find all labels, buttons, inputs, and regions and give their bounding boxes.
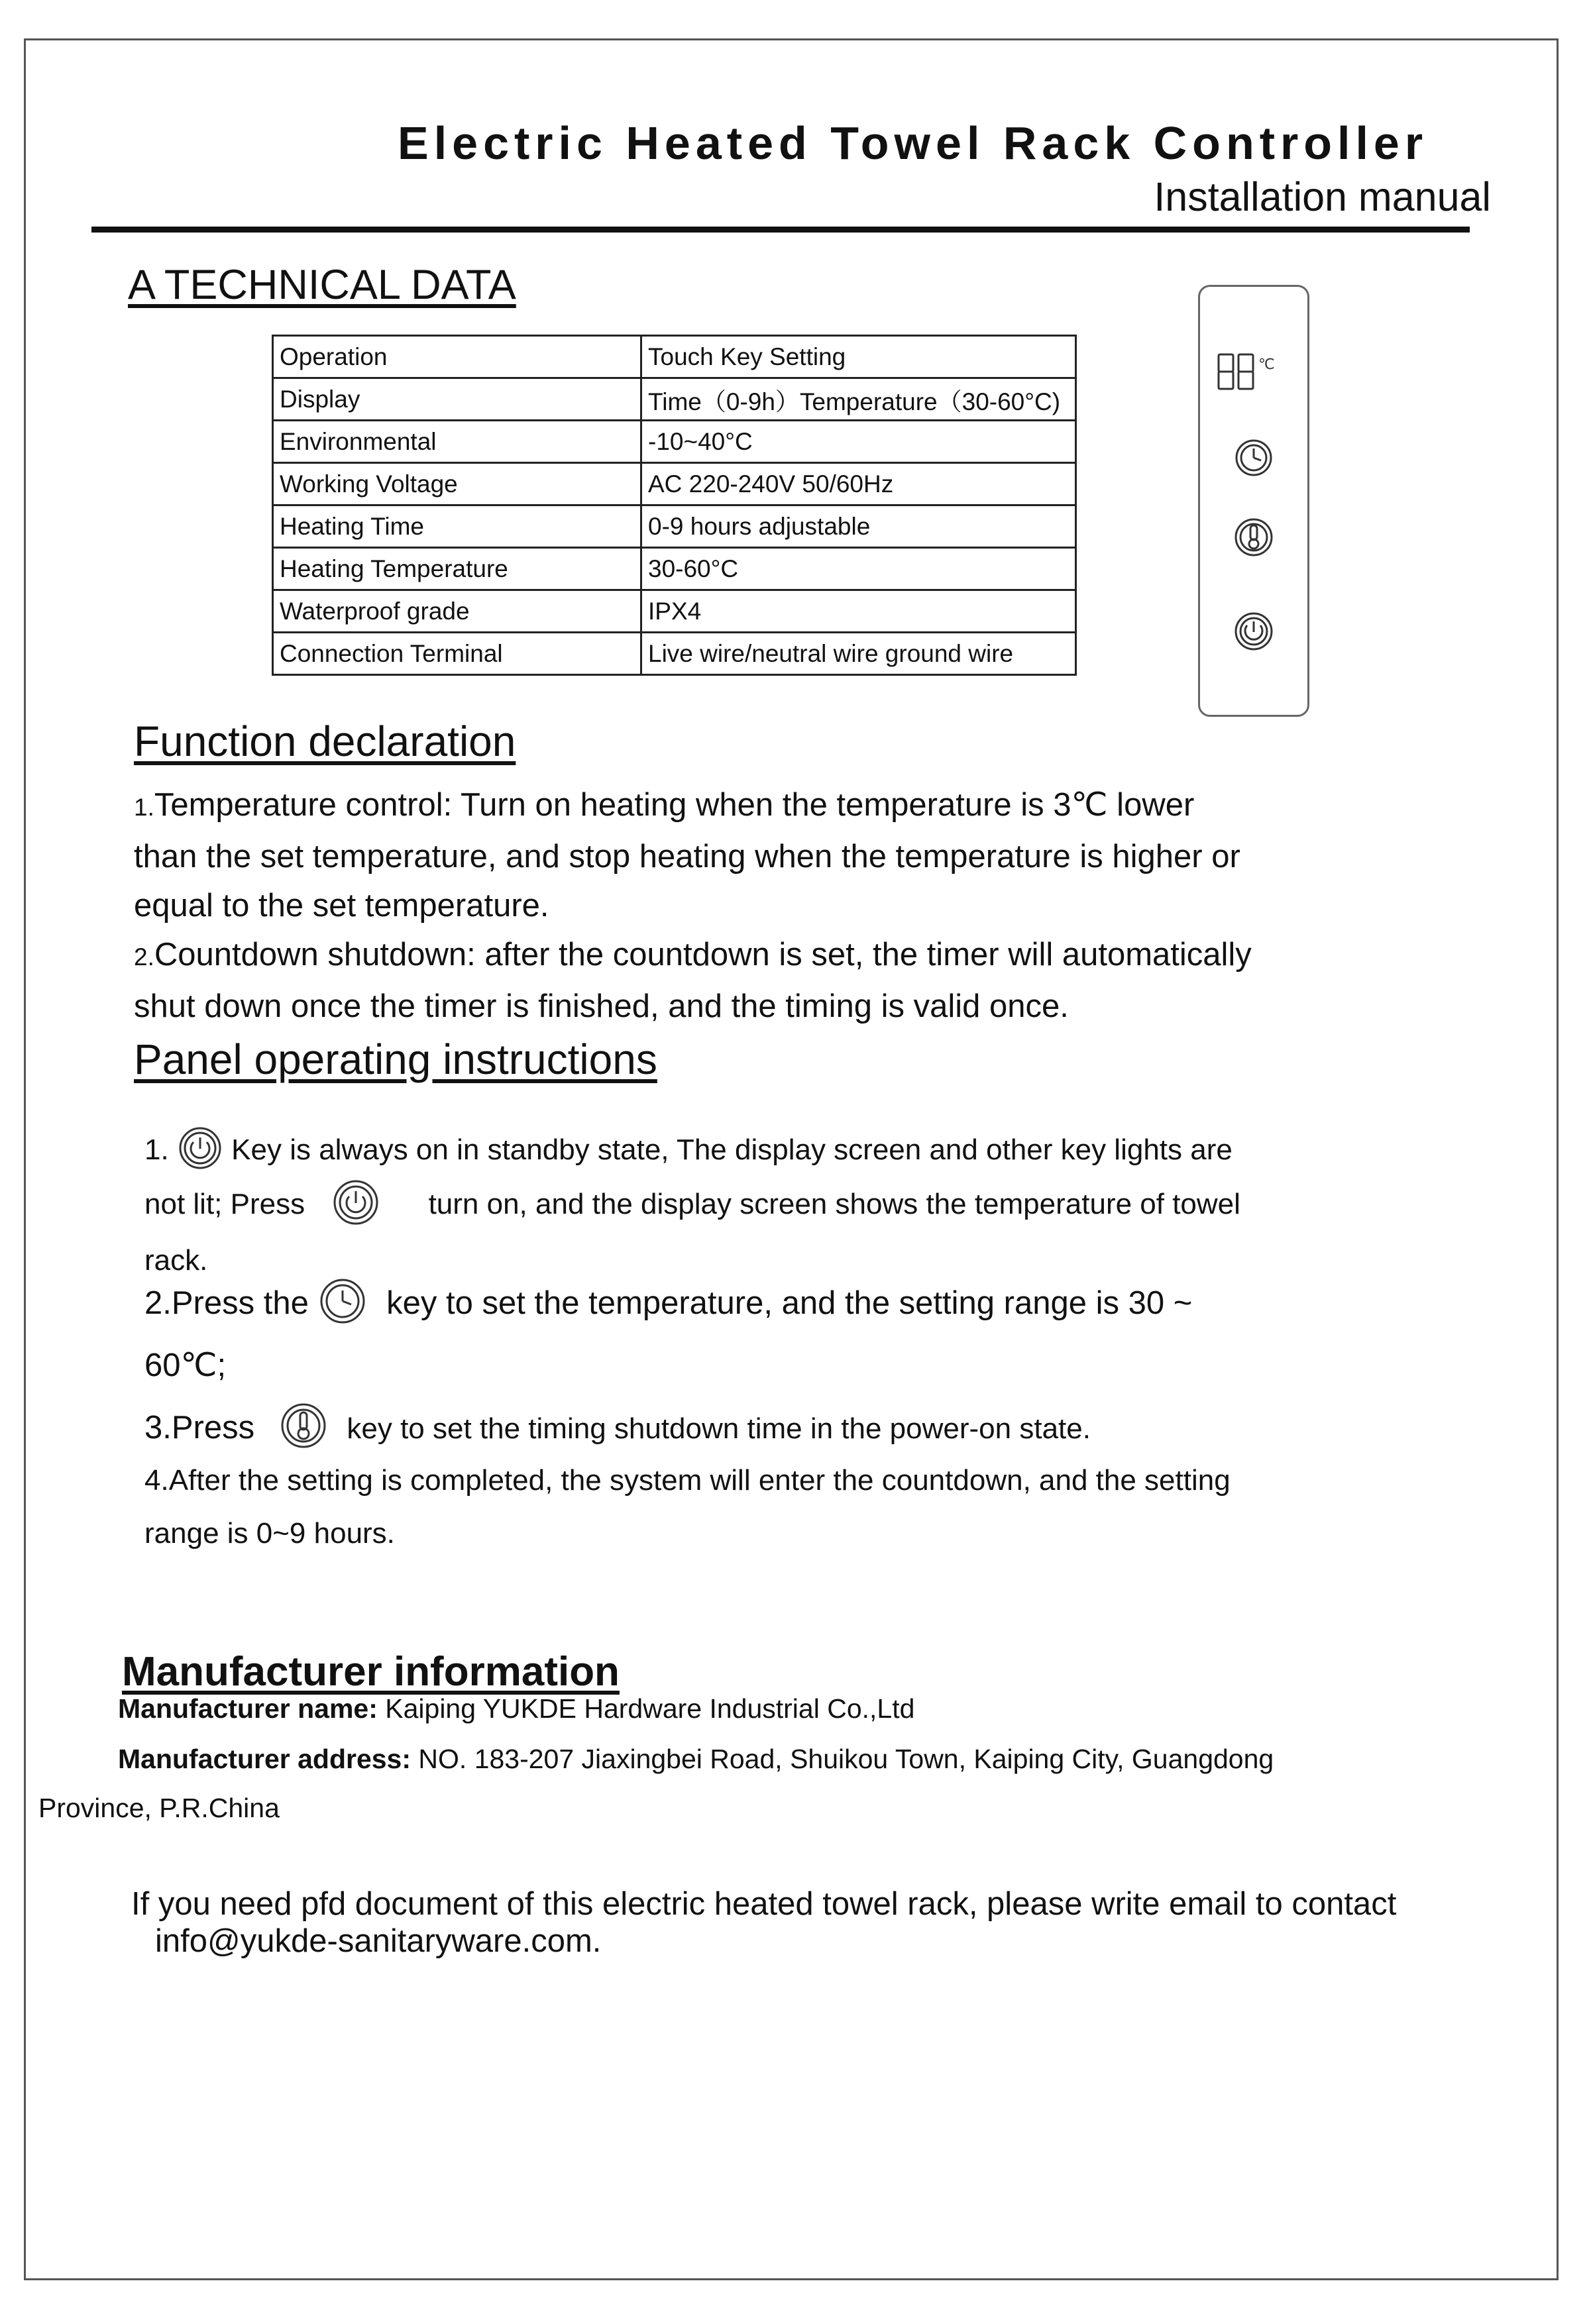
instruction-4-line-1: 4.After the setting is completed, the system will enter the countdown, and the setting xyxy=(144,1464,1231,1497)
technical-data-key: Connection Terminal xyxy=(273,633,641,675)
technical-data-key: Waterproof grade xyxy=(273,590,641,633)
manufacturer-name-label: Manufacturer name: xyxy=(118,1693,378,1724)
function-declaration-heading: Function declaration xyxy=(134,717,516,765)
technical-data-value: Touch Key Setting xyxy=(641,336,1076,378)
manufacturer-name-value: Kaiping YUKDE Hardware Industrial Co.,Ltd xyxy=(377,1693,915,1724)
function-item-1 xyxy=(134,780,1252,1031)
technical-data-value: -10~40°C xyxy=(641,421,1076,463)
document-title: Electric Heated Towel Rack Controller xyxy=(398,117,1429,169)
celsius-unit: ℃ xyxy=(1258,356,1275,373)
function-item-2-number: 2. xyxy=(134,943,154,971)
technical-data-row xyxy=(273,336,1076,378)
technical-data-row xyxy=(273,421,1076,463)
function-item-1-line-3: equal to the set temperature. xyxy=(134,888,549,924)
technical-data-heading: A TECHNICAL DATA xyxy=(128,262,516,308)
technical-data-value: 0-9 hours adjustable xyxy=(641,505,1076,548)
technical-data-key: Working Voltage xyxy=(273,463,641,505)
seven-segment-display xyxy=(1219,354,1253,389)
technical-data-row xyxy=(273,505,1076,548)
technical-data-value: Time（0-9h）Temperature（30-60°C) xyxy=(641,378,1076,421)
power-icon xyxy=(177,1125,223,1179)
clock-icon xyxy=(1236,441,1271,475)
thermometer-icon xyxy=(278,1400,329,1459)
technical-data-row xyxy=(273,548,1076,590)
instruction-2-text-a: 2.Press the xyxy=(144,1285,309,1321)
instruction-1-text-c: turn on, and the display screen shows the temperature of towel xyxy=(428,1188,1240,1221)
instruction-1-text-b: not lit; Press xyxy=(144,1188,305,1221)
technical-data-value: IPX4 xyxy=(641,590,1076,633)
instruction-2-line-2: 60℃; xyxy=(144,1347,227,1383)
technical-data-value: AC 220-240V 50/60Hz xyxy=(641,463,1076,505)
instruction-4-line-2: range is 0~9 hours. xyxy=(144,1517,395,1550)
manufacturer-address-continued: Province, P.R.China xyxy=(38,1793,280,1823)
technical-data-row xyxy=(273,633,1076,675)
technical-data-key: Heating Temperature xyxy=(273,548,641,590)
power-icon xyxy=(1236,613,1272,649)
function-item-1-line-1: Temperature control: Turn on heating when the temperature is 3℃ lower xyxy=(154,787,1195,823)
manufacturer-address xyxy=(118,1744,1274,1775)
function-item-2-line-1: Countdown shutdown: after the countdown is set, the timer will automatically xyxy=(154,937,1252,973)
instruction-2-line-1 xyxy=(144,1276,1192,1334)
thermometer-icon xyxy=(1236,519,1272,555)
document-subtitle: Installation manual xyxy=(1154,174,1491,219)
technical-data-key: Display xyxy=(273,378,641,421)
technical-data-key: Environmental xyxy=(273,421,641,463)
contact-line-1: If you need pfd document of this electric heated towel rack, please write email to contact xyxy=(131,1886,1397,1922)
technical-data-key: Operation xyxy=(273,336,641,378)
function-item-2-line-2: shut down once the timer is finished, and the timing is valid once. xyxy=(134,988,1069,1024)
contact-email: info@yukde-sanitaryware.com. xyxy=(155,1923,602,1959)
instruction-1-line-3: rack. xyxy=(144,1244,208,1277)
technical-data-value: Live wire/neutral wire ground wire xyxy=(641,633,1076,675)
technical-data-table xyxy=(272,335,1077,676)
power-icon xyxy=(331,1178,380,1234)
technical-data-key: Heating Time xyxy=(273,505,641,548)
header-rule xyxy=(91,227,1470,233)
function-item-1-line-2: than the set temperature, and stop heating when the temperature is higher or xyxy=(134,839,1240,874)
manufacturer-address-label: Manufacturer address: xyxy=(118,1744,411,1774)
manufacturer-name xyxy=(118,1693,914,1724)
panel-instructions-heading: Panel operating instructions xyxy=(134,1035,657,1083)
technical-data-value: 30-60°C xyxy=(641,548,1076,590)
control-panel-illustration xyxy=(1198,285,1309,717)
panel-drawing xyxy=(1200,287,1307,715)
instruction-3 xyxy=(144,1400,1091,1459)
instruction-1-line-2 xyxy=(144,1178,1240,1234)
instruction-1-number: 1. xyxy=(144,1134,169,1167)
instruction-1-text-a: Key is always on in standby state, The display screen and other key lights are xyxy=(231,1134,1233,1167)
manufacturer-address-value: NO. 183-207 Jiaxingbei Road, Shuikou Town, Kaiping City, Guangdong xyxy=(411,1744,1274,1774)
technical-data-row xyxy=(273,463,1076,505)
technical-data-row xyxy=(273,378,1076,421)
instruction-3-text-b: key to set the timing shutdown time in the power-on state. xyxy=(347,1412,1091,1445)
instruction-1-line-1 xyxy=(144,1125,1233,1179)
clock-icon xyxy=(317,1276,368,1334)
instruction-2-text-b: key to set the temperature, and the setting range is 30 ~ xyxy=(386,1285,1193,1321)
manufacturer-heading: Manufacturer information xyxy=(122,1649,620,1695)
function-item-1-number: 1. xyxy=(134,794,154,821)
instruction-3-text-a: 3.Press xyxy=(144,1409,255,1446)
technical-data-row xyxy=(273,590,1076,633)
